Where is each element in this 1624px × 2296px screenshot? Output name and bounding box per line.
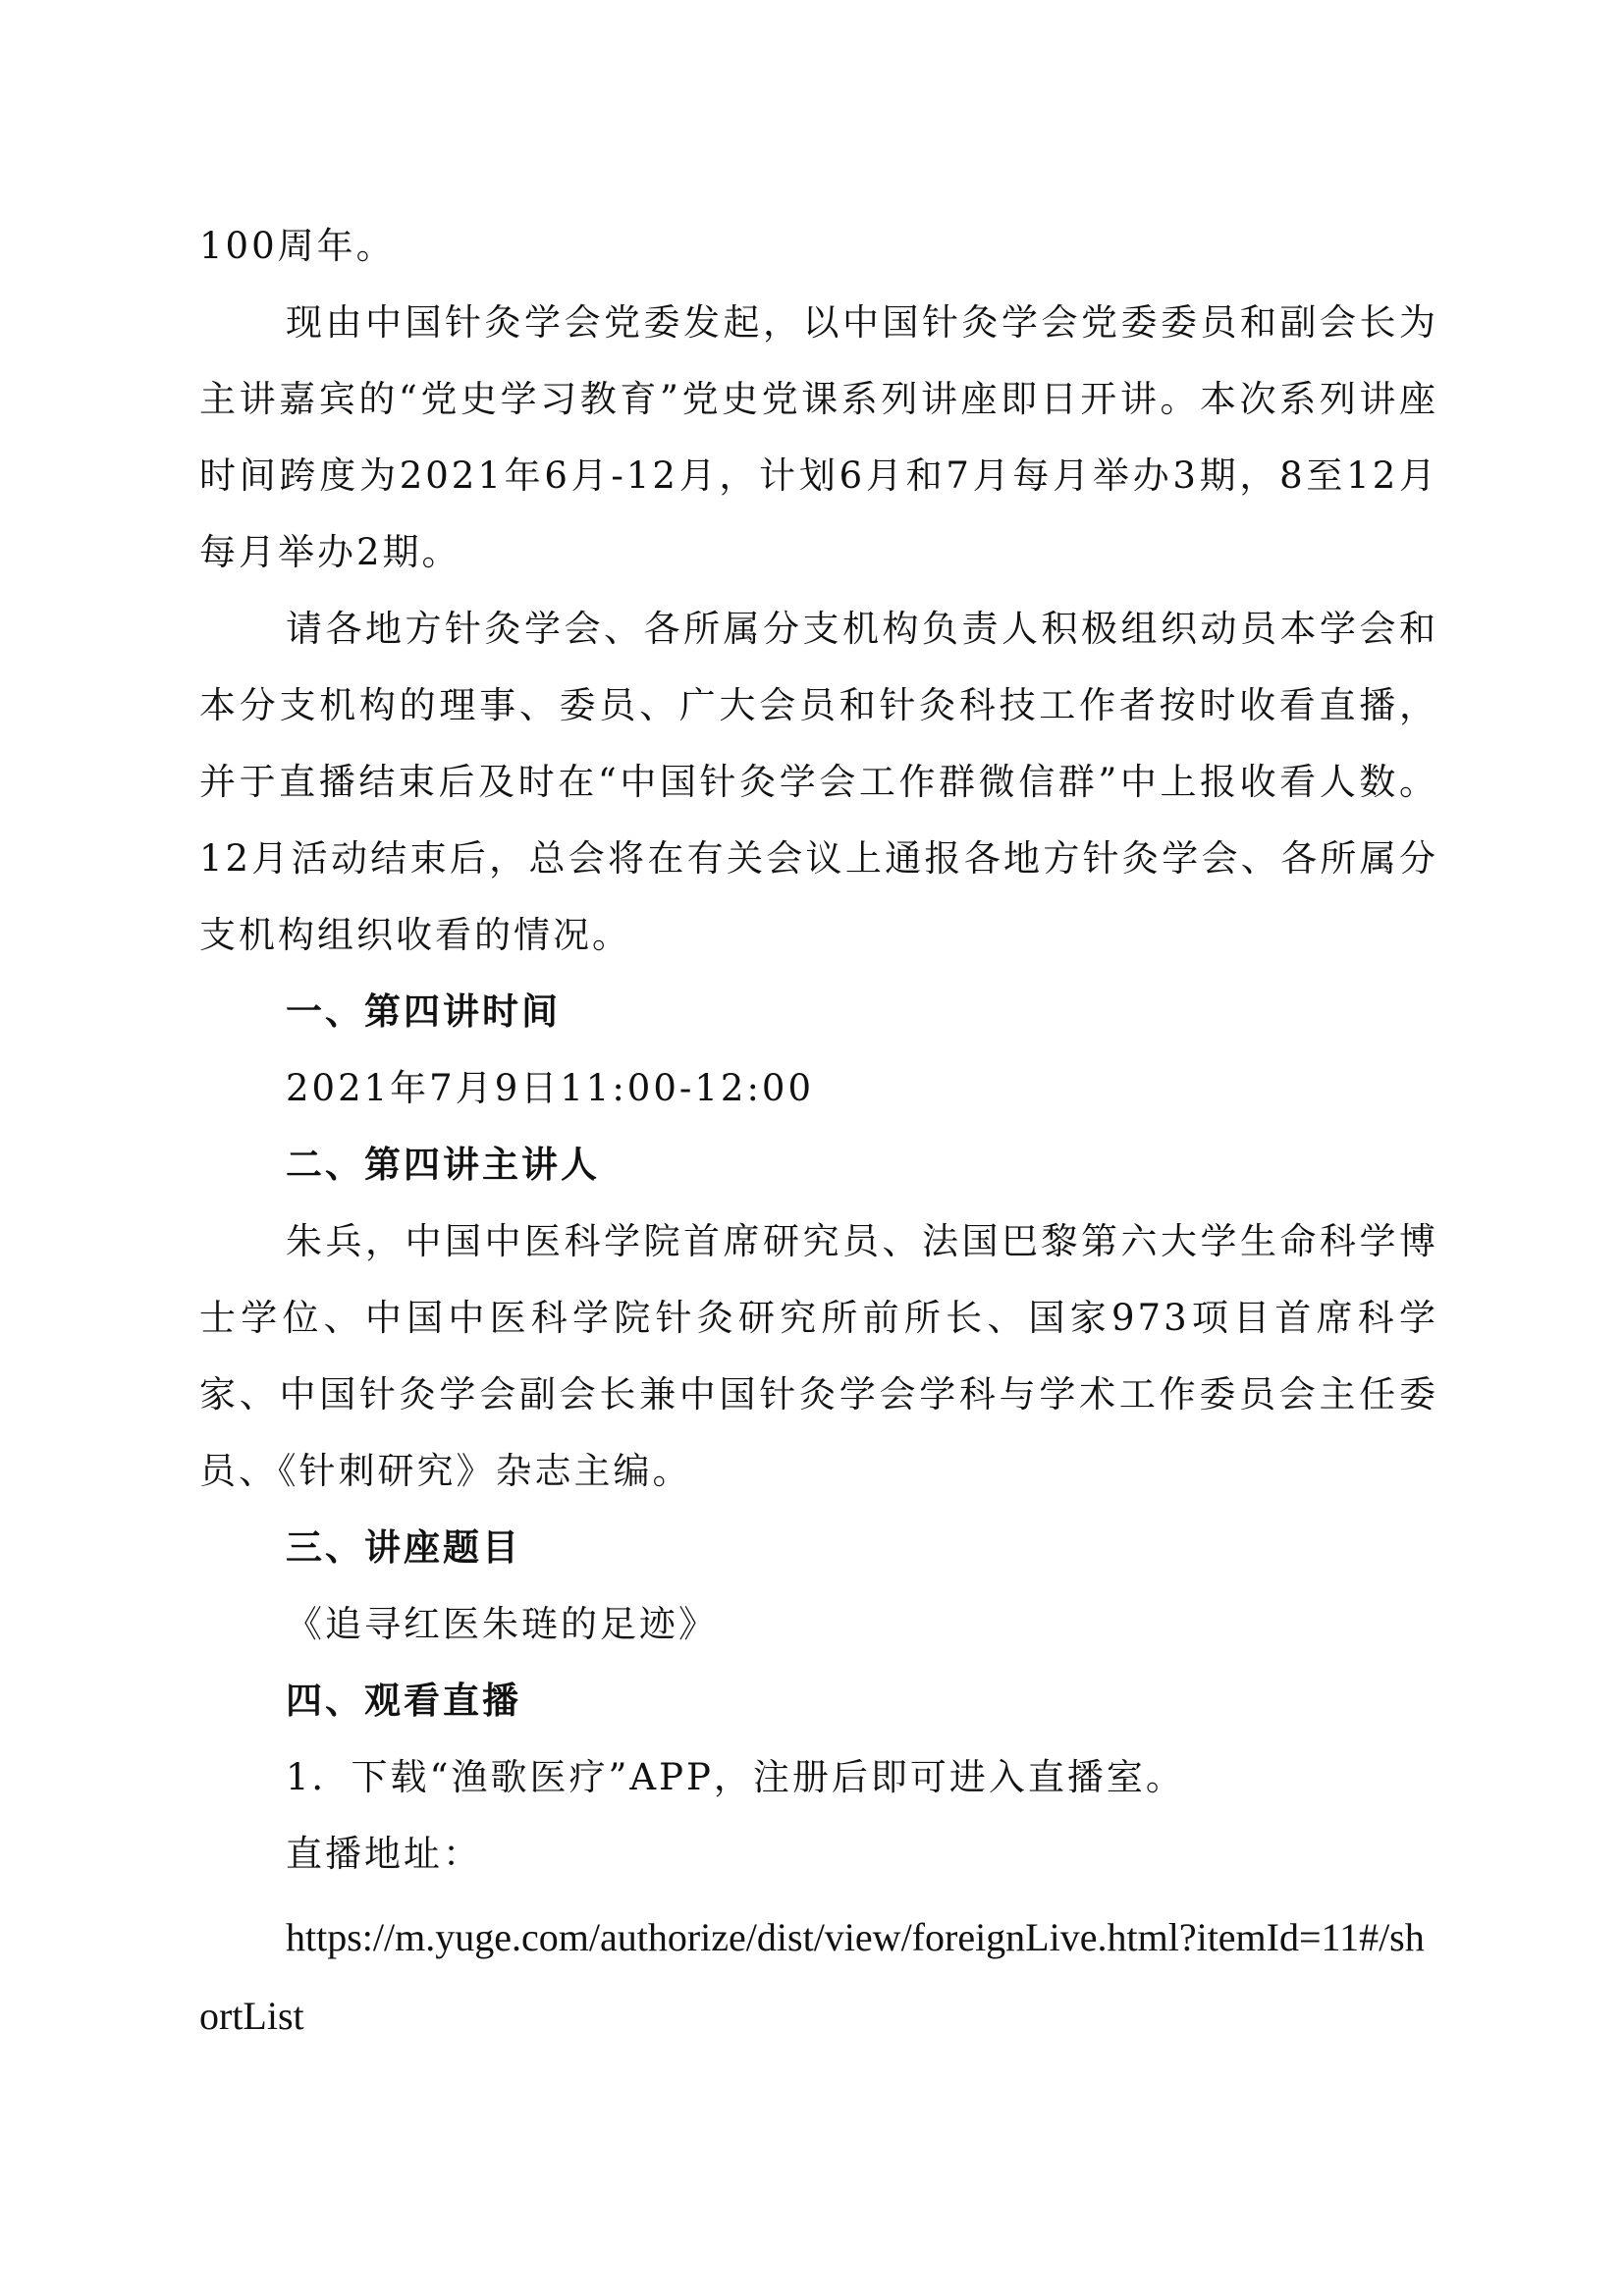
document-body: [199, 208, 1438, 2056]
live-address-label: 直播地址：: [286, 1833, 482, 1875]
section-heading-topic: 三、讲座题目: [286, 1526, 521, 1569]
paragraph-intro: 现由中国针灸学会党委发起，以中国针灸学会党委委员和副会长为主讲嘉宾的“党史学习教育”党史党课系列讲座即日开讲。本次系列讲座时间跨度为2021年6月-12月，计划6月和7月每月举办3期，8至12月每月举办2期。: [199, 301, 1438, 573]
section-heading-speaker: 二、第四讲主讲人: [286, 1144, 600, 1186]
lecture-title: 《追寻红医朱琏的足迹》: [286, 1603, 718, 1645]
paragraph-continuation: 100周年。: [199, 225, 396, 267]
paragraph-request: 请各地方针灸学会、各所属分支机构负责人积极组织动员本学会和本分支机构的理事、委员、广大会员和针灸科技工作者按时收看直播，并于直播结束后及时在“中国针灸学会工作群微信群”中上报收看人数。12月活动结束后，总会将在有关会议上通报各地方针灸学会、各所属分支机构组织收看的情况。: [199, 608, 1438, 956]
step-download-app: 1．下载“渔歌医疗”APP，注册后即可进入直播室。: [286, 1756, 1185, 1798]
section-heading-time: 一、第四讲时间: [286, 990, 561, 1033]
section-heading-live: 四、观看直播: [286, 1680, 521, 1722]
live-url-link[interactable]: https://m.yuge.com/authorize/dist/view/foreignLive.html?itemId=11#/shortList: [199, 1915, 1425, 2038]
lecture-time: 2021年7月9日11:00-12:00: [286, 1067, 815, 1109]
speaker-bio: 朱兵，中国中医科学院首席研究员、法国巴黎第六大学生命科学博士学位、中国中医科学院针灸研究所前所长、国家973项目首席科学家、中国针灸学会副会长兼中国针灸学会学科与学术工作委员会主任委员、《针刺研究》杂志主编。: [199, 1220, 1438, 1492]
